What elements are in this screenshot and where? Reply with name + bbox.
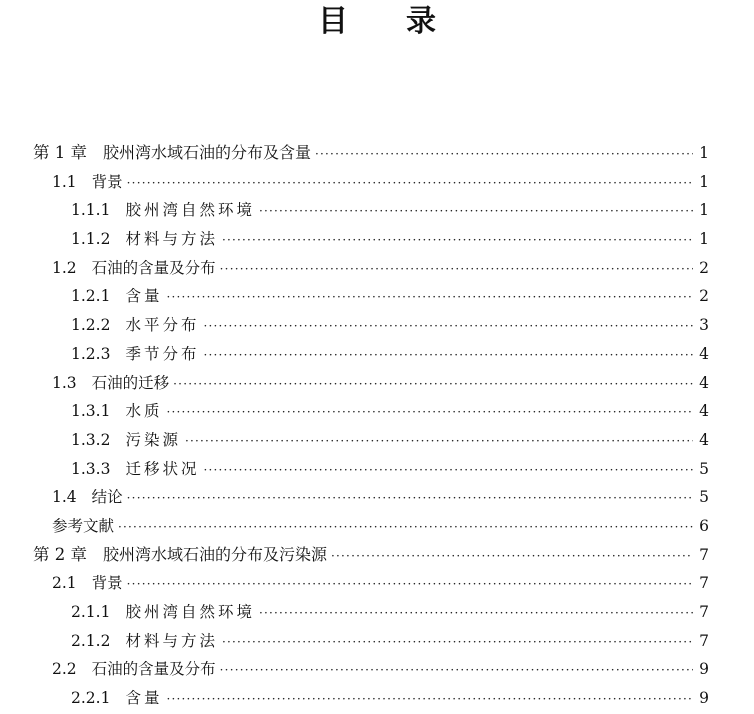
toc-entry-number: 1.3.3 bbox=[71, 459, 111, 478]
toc-entry-number: 第 1 章 bbox=[33, 143, 87, 162]
toc-entry-title: 水质 bbox=[125, 402, 163, 421]
toc-entry-title: 石油的迁移 bbox=[91, 373, 170, 392]
toc-entry-title: 结论 bbox=[91, 488, 123, 507]
toc-entry-page-number: 1 bbox=[699, 144, 709, 162]
toc-entry-number: 1.1.2 bbox=[71, 230, 111, 249]
toc-entry-number: 1.3.1 bbox=[71, 402, 111, 421]
toc-entry-title: 胶州湾水域石油的分布及污染源 bbox=[103, 544, 328, 564]
dot-leader bbox=[259, 599, 693, 628]
toc-entry-title: 含量 bbox=[125, 287, 163, 306]
toc-entry-title: 胶州湾自然环境 bbox=[125, 603, 255, 621]
toc-entry-number: 1.2.3 bbox=[71, 344, 111, 363]
toc-entry-title: 胶州湾水域石油的分布及含量 bbox=[103, 143, 312, 162]
dot-leader bbox=[331, 542, 693, 571]
toc-entry-number: 第 2 章 bbox=[33, 544, 87, 564]
toc-entry-page-number: 5 bbox=[699, 459, 709, 478]
title-char-2: 录 bbox=[406, 4, 436, 39]
dot-leader bbox=[220, 255, 693, 284]
dot-leader bbox=[127, 570, 693, 599]
toc-entry-title: 污染源 bbox=[125, 430, 181, 449]
toc-entry-number: 2.1.1 bbox=[71, 603, 111, 621]
dot-leader bbox=[222, 628, 693, 657]
toc-entry-title: 含量 bbox=[125, 689, 163, 708]
toc-entry[interactable] bbox=[0, 569, 754, 598]
title-char-1: 目 bbox=[318, 4, 348, 39]
dot-leader bbox=[203, 312, 693, 341]
toc-entry-page-number: 4 bbox=[699, 344, 709, 363]
dot-leader bbox=[203, 341, 693, 370]
page-title bbox=[0, 2, 754, 42]
dot-leader bbox=[127, 169, 693, 198]
toc-entry-title: 胶州湾自然环境 bbox=[125, 201, 255, 220]
toc-entry-number: 1.3 bbox=[52, 373, 77, 392]
toc-entry[interactable] bbox=[0, 598, 754, 627]
toc-entry-page-number: 2 bbox=[699, 287, 709, 306]
dot-leader bbox=[315, 140, 693, 169]
toc-entry-page-number: 7 bbox=[699, 631, 709, 650]
toc-entry-number: 1.1 bbox=[52, 172, 77, 191]
toc-entry-number: 1.2 bbox=[52, 258, 77, 277]
toc-entry-title: 季节分布 bbox=[125, 344, 200, 363]
toc-entry-page-number: 4 bbox=[699, 402, 709, 421]
toc-entry-page-number: 7 bbox=[699, 603, 709, 621]
toc-entry-title: 材料与方法 bbox=[125, 631, 218, 650]
toc-entry-page-number: 1 bbox=[699, 172, 709, 191]
toc-entry-title: 背景 bbox=[91, 172, 123, 191]
toc-entry-page-number: 3 bbox=[699, 316, 709, 335]
toc-entry-number: 1.1.1 bbox=[71, 201, 111, 220]
dot-leader bbox=[118, 513, 693, 542]
dot-leader bbox=[220, 656, 693, 685]
toc-entry[interactable] bbox=[0, 541, 754, 570]
toc-entry-page-number: 9 bbox=[699, 689, 709, 708]
toc-entry[interactable] bbox=[0, 254, 754, 283]
toc-entry-number: 2.2.1 bbox=[71, 689, 111, 708]
dot-leader bbox=[166, 685, 693, 714]
dot-leader bbox=[127, 484, 693, 513]
dot-leader bbox=[259, 197, 693, 226]
dot-leader bbox=[222, 226, 693, 255]
toc-entry[interactable] bbox=[0, 139, 754, 168]
toc-entry-title: 参考文献 bbox=[52, 516, 115, 535]
toc-entry-page-number: 5 bbox=[699, 488, 709, 507]
toc-entry-number: 2.2 bbox=[52, 660, 77, 679]
toc-entry-title: 背景 bbox=[91, 574, 123, 593]
toc-entry[interactable] bbox=[0, 196, 754, 225]
toc-entry-number: 2.1 bbox=[52, 574, 77, 593]
toc-entry[interactable] bbox=[0, 311, 754, 340]
toc-entry[interactable] bbox=[0, 655, 754, 684]
toc-entry-page-number: 4 bbox=[699, 373, 709, 392]
toc-entry-page-number: 7 bbox=[699, 574, 709, 593]
toc-entry-title: 石油的含量及分布 bbox=[91, 258, 216, 277]
toc-entry-number: 1.2.1 bbox=[71, 287, 111, 306]
toc-entry[interactable] bbox=[0, 512, 754, 541]
table-of-contents bbox=[0, 139, 754, 713]
toc-entry-page-number: 7 bbox=[699, 545, 709, 564]
dot-leader bbox=[166, 398, 693, 427]
dot-leader bbox=[173, 370, 693, 399]
toc-entry-page-number: 1 bbox=[699, 230, 709, 249]
toc-entry-number: 1.3.2 bbox=[71, 430, 111, 449]
toc-entry-title: 迁移状况 bbox=[125, 459, 200, 478]
toc-entry[interactable] bbox=[0, 684, 754, 713]
toc-entry-page-number: 9 bbox=[699, 660, 709, 679]
toc-entry[interactable] bbox=[0, 168, 754, 197]
toc-entry-page-number: 4 bbox=[699, 430, 709, 449]
toc-entry-page-number: 6 bbox=[699, 516, 709, 535]
toc-entry[interactable] bbox=[0, 455, 754, 484]
toc-entry[interactable] bbox=[0, 397, 754, 426]
toc-entry[interactable] bbox=[0, 225, 754, 254]
toc-entry-number: 1.4 bbox=[52, 488, 77, 507]
toc-entry-page-number: 2 bbox=[699, 258, 709, 277]
toc-entry[interactable] bbox=[0, 483, 754, 512]
toc-entry[interactable] bbox=[0, 627, 754, 656]
toc-entry-title: 材料与方法 bbox=[125, 230, 218, 249]
toc-entry[interactable] bbox=[0, 340, 754, 369]
toc-entry[interactable] bbox=[0, 369, 754, 398]
toc-entry-title: 水平分布 bbox=[125, 316, 200, 335]
toc-entry[interactable] bbox=[0, 282, 754, 311]
toc-entry[interactable] bbox=[0, 426, 754, 455]
dot-leader bbox=[185, 427, 693, 456]
toc-entry-number: 2.1.2 bbox=[71, 631, 111, 650]
toc-entry-page-number: 1 bbox=[699, 201, 709, 220]
dot-leader bbox=[166, 283, 693, 312]
toc-entry-title: 石油的含量及分布 bbox=[91, 660, 216, 679]
dot-leader bbox=[203, 456, 693, 485]
toc-entry-number: 1.2.2 bbox=[71, 316, 111, 335]
